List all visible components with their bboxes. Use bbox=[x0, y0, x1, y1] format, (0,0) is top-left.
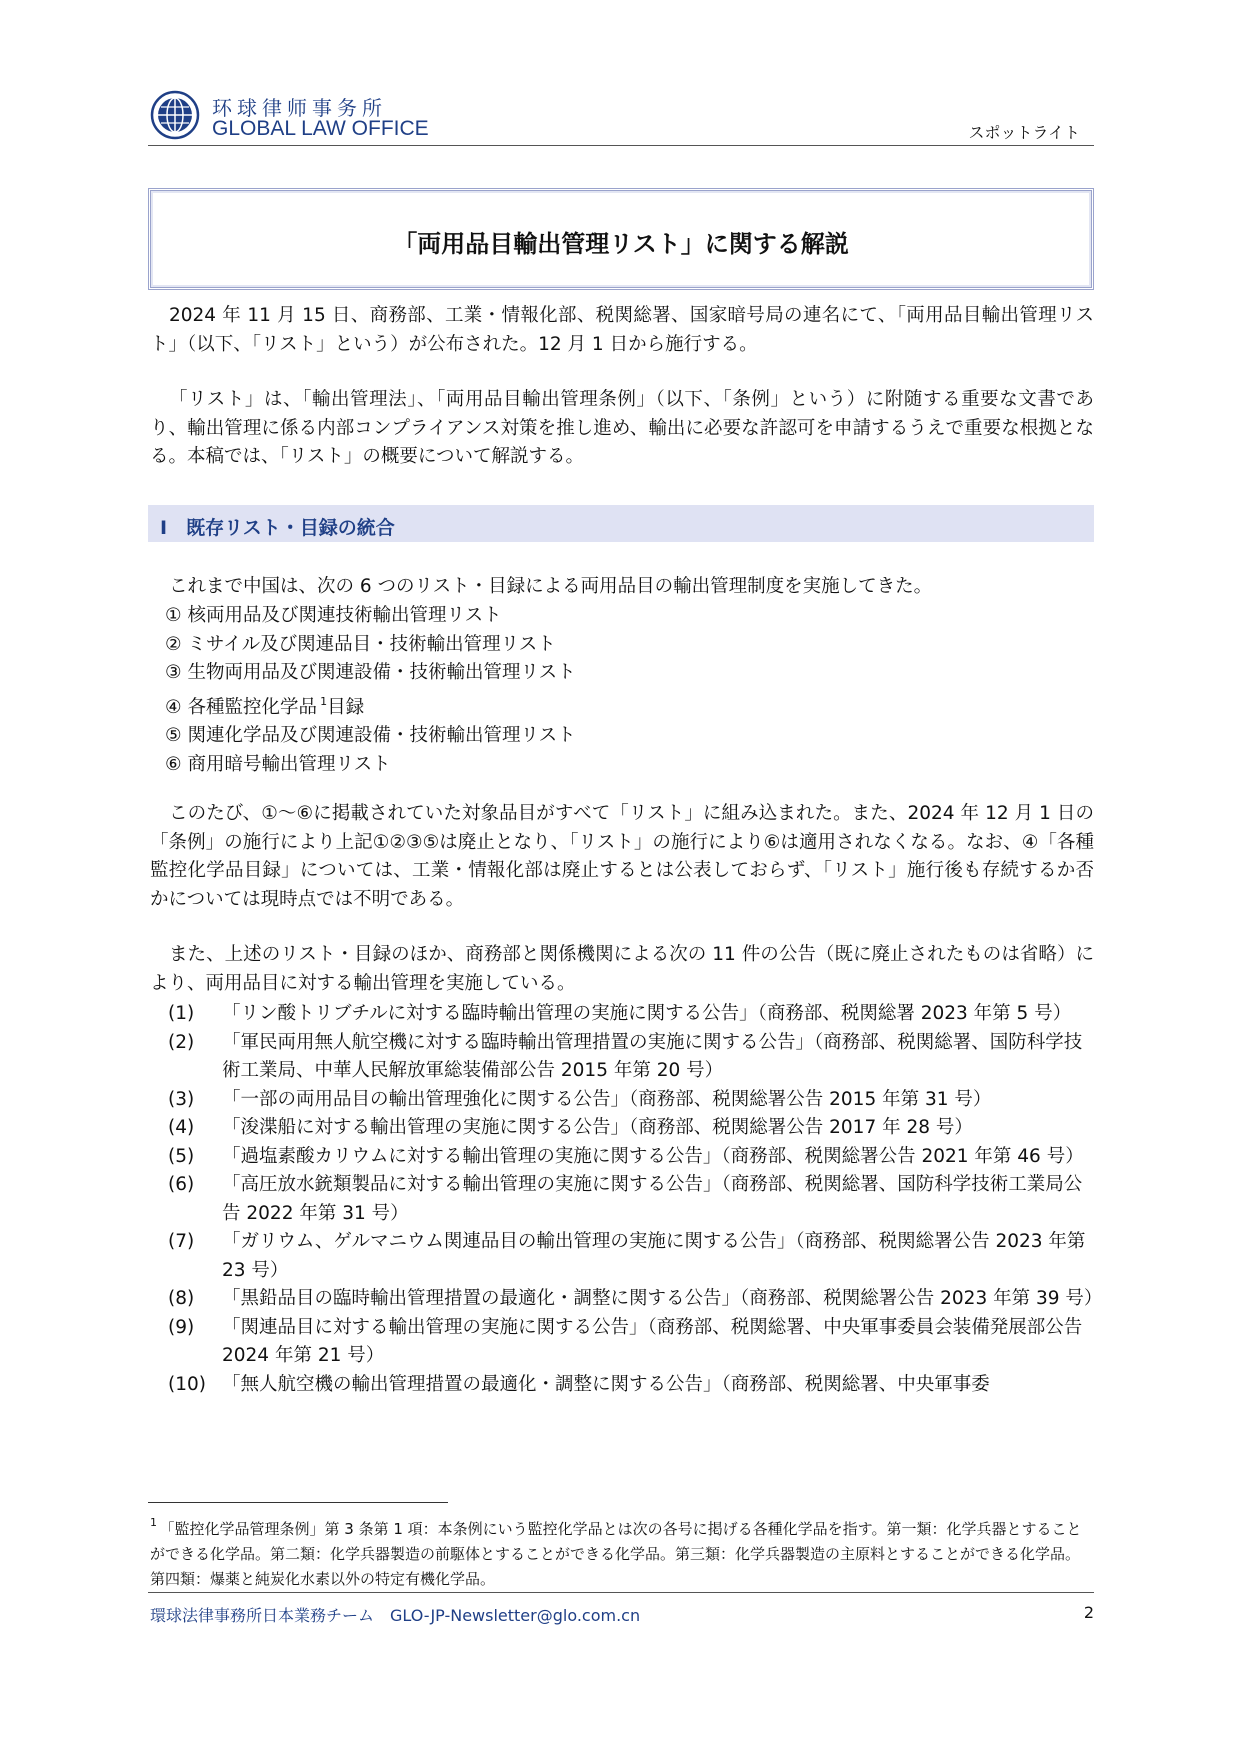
notice-item bbox=[150, 1171, 1094, 1228]
notice-number: (5) bbox=[168, 1145, 195, 1167]
notice-text: 「一部の両用品目の輸出管理強化に関する公告」（商務部、税関総署公告 2015 年第 31 号） bbox=[222, 1088, 992, 1110]
notice-number: (10) bbox=[168, 1373, 206, 1395]
footnote-mark: 1 bbox=[150, 1516, 157, 1529]
notice-item bbox=[150, 1029, 1094, 1086]
notice-item bbox=[150, 1371, 1094, 1400]
page-title: 「両用品目輸出管理リスト」に関する解説 bbox=[393, 230, 849, 258]
notice-number: (6) bbox=[168, 1174, 195, 1195]
footer-contact: 環球法律事務所日本業務チーム GLO-JP-Newsletter@glo.com.cn bbox=[150, 1606, 641, 1625]
section-lead: これまで中国は、次の 6 つのリスト・目録による両用品目の輸出管理制度を実施してきた。 bbox=[169, 576, 933, 597]
list-item-text: ④ 各種監控化学品 bbox=[165, 696, 317, 718]
globe-logo-icon bbox=[150, 90, 200, 140]
notice-text: 「高圧放水銃類製品に対する輸出管理の実施に関する公告」（商務部、税関総署、国防科学技術工業局公告 2022 年第 31 号） bbox=[222, 1174, 1083, 1224]
notice-item bbox=[150, 1114, 1094, 1143]
section-paragraph-2: このたび、①～⑥に掲載されていた対象品目がすべて「リスト」に組み込まれた。また、2024 年 12 月 1 日の「条例」の施行により上記①②③⑤は廃止となり、「リスト」の施行により⑥は適用されなくなる。なお、④「各種監控化学品目録」については、工業・情報化部は廃止するとは公表しておらず、「リスト」施行後も存続するか否かについては現時点では不明である。 bbox=[150, 803, 1094, 910]
notice-number: (2) bbox=[168, 1031, 195, 1053]
list-item-suffix: 目録 bbox=[327, 696, 365, 718]
notice-number: (4) bbox=[168, 1117, 195, 1138]
footnote-divider bbox=[148, 1502, 448, 1503]
notice-item bbox=[150, 1086, 1094, 1115]
list-item: ① 核両用品及び関連技術輸出管理リスト bbox=[165, 605, 502, 626]
notice-text: 「関連品目に対する輸出管理の実施に関する公告」（商務部、税関総署、中央軍事委員会装備発展部公告 2024 年第 21 号） bbox=[222, 1316, 1083, 1366]
notice-item bbox=[150, 1228, 1094, 1285]
footnote bbox=[150, 1510, 1094, 1592]
logo-english-name: GLOBAL LAW OFFICE bbox=[212, 117, 429, 140]
intro-paragraph-1: 2024 年 11 月 15 日、商務部、工業・情報化部、税関総署、国家暗号局の連名にて、「両用品目輸出管理リスト」（以下、「リスト」という）が公布された。12 月 1 日から施行する。 bbox=[150, 305, 1094, 355]
existing-lists bbox=[165, 602, 576, 779]
notice-item bbox=[150, 1000, 1094, 1029]
notice-item bbox=[150, 1143, 1094, 1172]
section-heading: I 既存リスト・目録の統合 bbox=[160, 517, 395, 539]
notice-text: 「軍民両用無人航空機に対する臨時輸出管理措置の実施に関する公告」（商務部、税関総署、国防科学技術工業局、中華人民解放軍総装備部公告 2015 年第 20 号） bbox=[222, 1031, 1083, 1081]
title-box bbox=[148, 188, 1094, 290]
header-category-label: スポットライト bbox=[968, 123, 1080, 142]
notice-number: (3) bbox=[168, 1088, 195, 1110]
notice-text: 「過塩素酸カリウムに対する輸出管理の実施に関する公告」（商務部、税関総署公告 2021 年第 46 号） bbox=[222, 1145, 1084, 1167]
section-paragraph-3: また、上述のリスト・目録のほか、商務部と関係機関による次の 11 件の公告（既に廃止されたものは省略）により、両用品目に対する輸出管理を実施している。 bbox=[150, 944, 1094, 994]
page-number: 2 bbox=[1083, 1603, 1094, 1622]
notice-number: (1) bbox=[168, 1003, 195, 1024]
list-item: ② ミサイル及び関連品目・技術輸出管理リスト bbox=[165, 633, 556, 655]
footnote-reference: 1 bbox=[320, 694, 328, 708]
notice-item bbox=[150, 1314, 1094, 1371]
notice-text: 「リン酸トリブチルに対する臨時輸出管理の実施に関する公告」（商務部、税関総署 2023 年第 5 号） bbox=[222, 1003, 1072, 1024]
notice-text: 「浚渫船に対する輸出管理の実施に関する公告」（商務部、税関総署公告 2017 年 28 号） bbox=[222, 1117, 973, 1138]
logo-chinese-name: 环球律师事务所 bbox=[212, 96, 387, 120]
footnote-text: 「監控化学品管理条例」第 3 条第 1 項：本条例にいう監控化学品とは次の各号に掲げる各種化学品を指す。第一類：化学兵器とすることができる化学品。第二類：化学兵器製造の前駆体とすることができる化学品。第三類：化学兵器製造の主原料とすることができる化学品。第四類：爆薬と純炭化水素以外の特定有機化学品。 bbox=[150, 1520, 1082, 1588]
notice-text: 「ガリウム、ゲルマニウム関連品目の輸出管理の実施に関する公告」（商務部、税関総署公告 2023 年第 23 号） bbox=[222, 1231, 1086, 1281]
list-item: ⑥ 商用暗号輸出管理リスト bbox=[165, 753, 391, 775]
list-item bbox=[165, 688, 576, 723]
footer-divider bbox=[148, 1592, 1094, 1593]
notice-list bbox=[150, 1000, 1103, 1399]
notice-item bbox=[150, 1285, 1103, 1314]
header-divider bbox=[148, 145, 1094, 146]
logo bbox=[150, 90, 450, 145]
list-item: ⑤ 関連化学品及び関連設備・技術輸出管理リスト bbox=[165, 725, 576, 746]
section-heading-bar bbox=[148, 505, 1094, 542]
notice-number: (7) bbox=[168, 1231, 195, 1252]
list-item: ③ 生物両用品及び関連設備・技術輸出管理リスト bbox=[165, 662, 576, 683]
intro-paragraph-2: 「リスト」は、「輸出管理法」、「両用品目輸出管理条例」（以下、「条例」という）に附随する重要な文書であり、輸出管理に係る内部コンプライアンス対策を推し進め、輸出に必要な許認可を申請するうえで重要な根拠となる。本稿では、「リスト」の概要について解説する。 bbox=[150, 389, 1094, 467]
notice-text: 「無人航空機の輸出管理措置の最適化・調整に関する公告」（商務部、税関総署、中央軍事委 bbox=[222, 1373, 990, 1395]
notice-number: (9) bbox=[168, 1316, 195, 1338]
notice-number: (8) bbox=[168, 1288, 195, 1309]
notice-text: 「黒鉛品目の臨時輸出管理措置の最適化・調整に関する公告」（商務部、税関総署公告 2023 年第 39 号） bbox=[222, 1288, 1103, 1309]
